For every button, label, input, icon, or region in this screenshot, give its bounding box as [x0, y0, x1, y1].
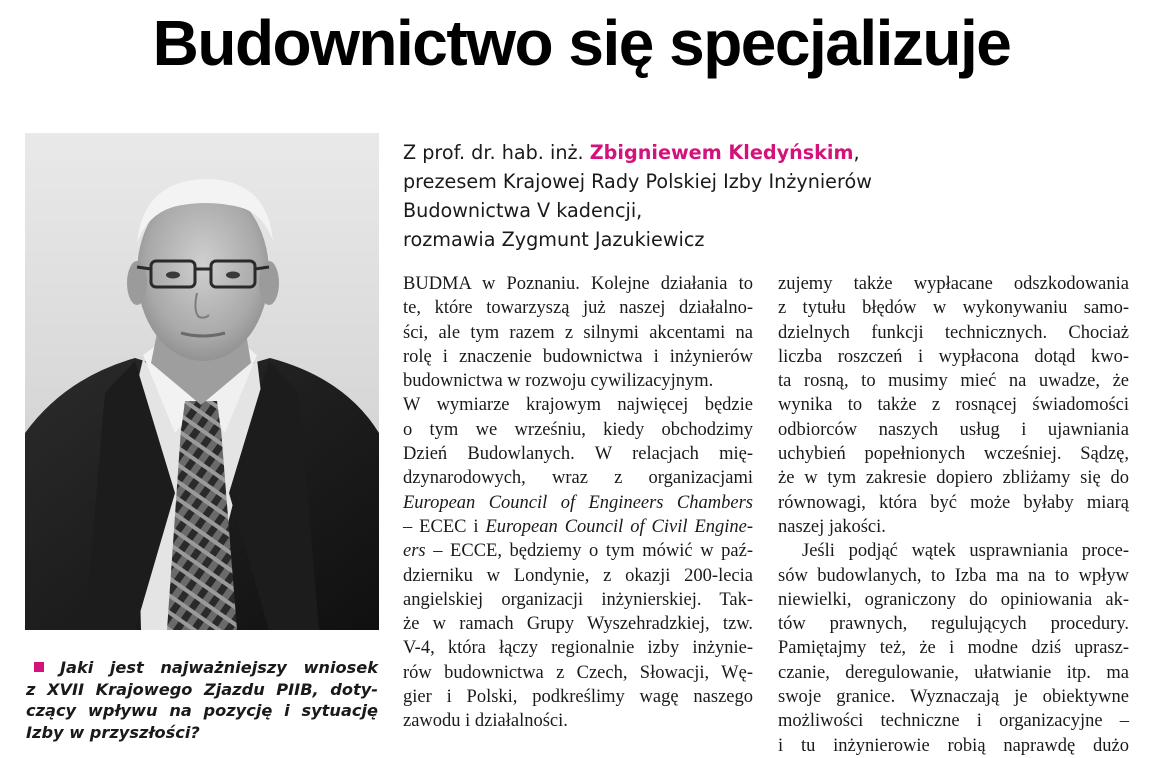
- text-line: że w ramach Grupy Wyszehradzkiej, tzw.: [403, 614, 753, 635]
- text-line: uchybień popełnionych wcześniej. Sądzę,: [778, 444, 1129, 465]
- text-line: Pamiętajmy też, że i modne dziś uprasz-: [778, 638, 1129, 659]
- text-line: angielskiej organizacji inżynierskiej. Tak-: [403, 589, 753, 610]
- text-line: gier i Polski, podkreślimy wagę naszego: [403, 687, 753, 708]
- text-line: Dzień Budowlanych. W relacjach mię-: [403, 444, 753, 465]
- text-line: European Council of Engineers Chambers: [403, 492, 753, 513]
- intro-line: Z prof. dr. hab. inż. Zbigniewem Kledyńskim,: [403, 141, 860, 164]
- text-line: możliwości techniczne i organizacyjne –: [778, 711, 1129, 732]
- text-line: wynika to także z rosnącej świadomości: [778, 395, 1129, 416]
- text-line: tów prawnych, regulujących procedury.: [778, 614, 1129, 635]
- text-line: W wymiarze krajowym najwięcej będzie: [403, 395, 753, 416]
- question-bullet-icon: [34, 662, 44, 672]
- text-line: budownictwa w rozwoju cywilizacyjnym.: [403, 371, 714, 392]
- text-line: naszej jakości.: [778, 516, 886, 537]
- article-column-2: [778, 272, 1129, 758]
- text-line: BUDMA w Poznaniu. Kolejne działania to: [403, 274, 753, 294]
- text-line: rolę i znaczenie budownictwa i inżynierów: [403, 346, 753, 367]
- interviewee-name: Zbigniewem Kledyńskim: [589, 141, 854, 164]
- text-line: o tym we wrześniu, kiedy obchodzimy: [403, 419, 753, 440]
- text-line: ści, ale tym razem z silnymi akcentami na: [403, 322, 753, 343]
- question-line: Izby w przyszłości?: [26, 722, 200, 742]
- text-line: że w tym zakresie dopiero zbliżamy się do: [778, 468, 1129, 489]
- text-line: niewielki, ograniczony do opiniowania ak-: [778, 589, 1129, 610]
- question-line: z XVII Krajowego Zjazdu PIIB, doty-: [26, 679, 378, 699]
- text-line: – ECEC i European Council of Civil Engine-: [403, 516, 754, 537]
- interview-intro: [403, 138, 963, 254]
- text-line: ta rosną, to musimy mieć na uwadze, że: [778, 371, 1129, 392]
- text-line: zawodu i działalności.: [403, 711, 568, 732]
- text-line: czanie, deregulowanie, ułatwianie itp. ma: [778, 662, 1129, 683]
- text-line: liczba roszczeń i wypłacona dotąd kwo-: [778, 346, 1129, 367]
- text-line: V-4, która łączy regionalnie izby inżynie-: [403, 638, 753, 659]
- text-line: te, które towarzyszą już naszej działalno-: [403, 298, 753, 319]
- text-line: dzierniku w Londynie, z okazji 200-lecia: [403, 565, 753, 586]
- text-line: zujemy także wypłacane odszkodowania: [778, 274, 1129, 294]
- interview-question: [26, 657, 378, 743]
- portrait-photo: [25, 133, 379, 630]
- intro-line: rozmawia Zygmunt Jazukiewicz: [403, 228, 705, 251]
- text-line: i tu inżynierowie robią naprawdę dużo: [778, 735, 1129, 756]
- text-line: równowagi, która być może byłaby miarą: [778, 492, 1129, 513]
- text-line: odbiorców naszych usług i ujawniania: [778, 419, 1129, 440]
- text-line: dzielnych funkcji technicznych. Chociaż: [778, 322, 1129, 343]
- question-line: czący wpływu na pozycję i sytuację: [26, 701, 378, 720]
- intro-line: prezesem Krajowej Rady Polskiej Izby Inżynierów: [403, 170, 872, 193]
- text-line: ers – ECCE, będziemy o tym mówić w paź-: [403, 541, 753, 562]
- text-line: dzynarodowych, wraz z organizacjami: [403, 468, 753, 489]
- text-line: z tytułu błędów w wykonywaniu samo-: [778, 298, 1129, 319]
- intro-line: Budownictwa V kadencji,: [403, 199, 643, 222]
- text-line: sów budowlanych, to Izba ma na to wpływ: [778, 565, 1129, 586]
- text-line: rów budownictwa z Czech, Słowacji, Wę-: [403, 662, 753, 683]
- article-column-1: [403, 272, 753, 734]
- text-line: Jeśli podjąć wątek usprawniania proce-: [802, 541, 1129, 562]
- text-line: swoje granice. Wyznaczają je obiektywne: [778, 687, 1129, 708]
- article-title: Budownictwo się specjalizuje: [152, 7, 1011, 79]
- question-line: Jaki jest najważniejszy wniosek: [26, 657, 378, 679]
